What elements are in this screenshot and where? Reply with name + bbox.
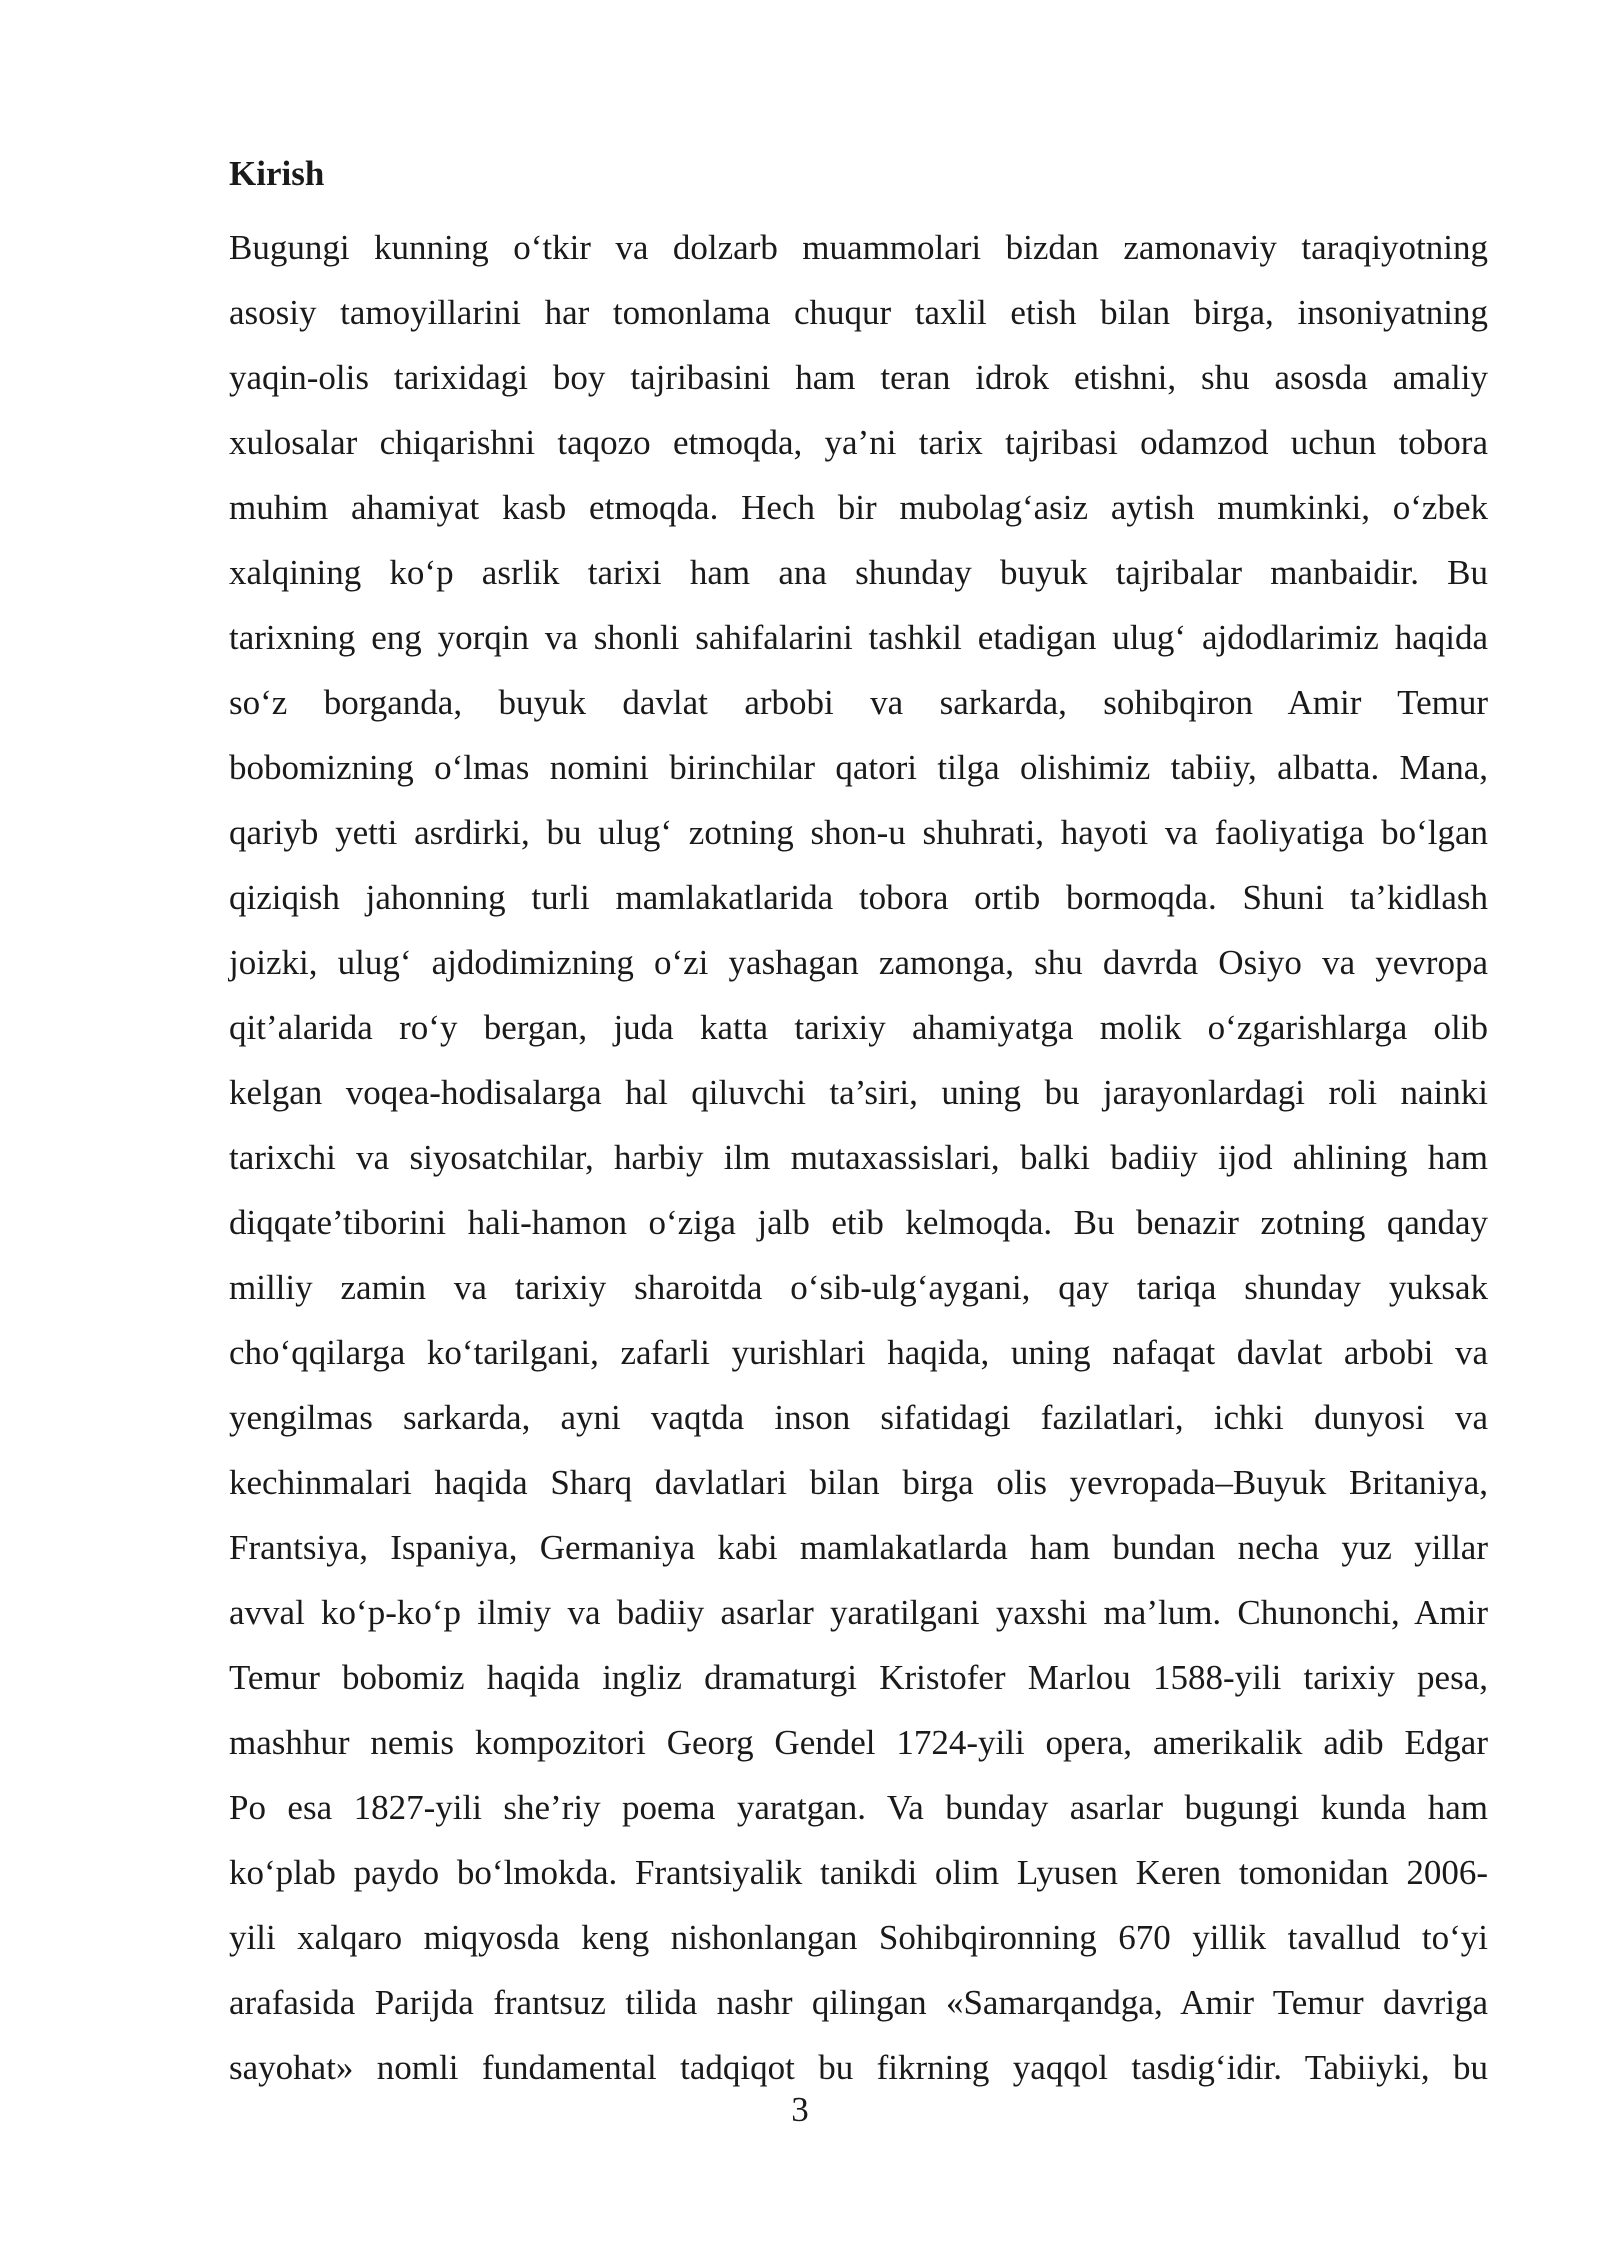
- text-line: muhim ahamiyat kasb etmoqda. Hech bir mubolag‘asiz aytish mumkinki, o‘zbek: [229, 488, 1488, 527]
- text-line: Frantsiya, Ispaniya, Germaniya kabi mamlakatlarda ham bundan necha yuz yillar: [229, 1528, 1488, 1567]
- text-line: qariyb yetti asrdirki, bu ulug‘ zotning shon-u shuhrati, hayoti va faoliyatiga bo‘lgan: [229, 813, 1488, 852]
- text-line: xalqining ko‘p asrlik tarixi ham ana shunday buyuk tajribalar manbaidir. Bu: [229, 553, 1488, 592]
- text-line: Temur bobomiz haqida ingliz dramaturgi Kristofer Marlou 1588-yili tarixiy pesa,: [229, 1658, 1488, 1697]
- text-line: mashhur nemis kompozitori Georg Gendel 1724-yili opera, amerikalik adib Edgar: [229, 1723, 1488, 1762]
- text-line: tarixning eng yorqin va shonli sahifalarini tashkil etadigan ulug‘ ajdodlarimiz haqida: [229, 618, 1488, 657]
- text-line: sayohat» nomli fundamental tadqiqot bu fikrning yaqqol tasdig‘idir. Tabiiyki, bu: [229, 2048, 1488, 2087]
- text-line: qit’alarida ro‘y bergan, juda katta tarixiy ahamiyatga molik o‘zgarishlarga olib: [229, 1008, 1489, 1047]
- text-line: asosiy tamoyillarini har tomonlama chuqur taxlil etish bilan birga, insoniyatning: [229, 293, 1488, 332]
- text-line: kechinmalari haqida Sharq davlatlari bilan birga olis yevropada–Buyuk Britaniya,: [229, 1463, 1488, 1502]
- text-line: milliy zamin va tarixiy sharoitda o‘sib-ulg‘aygani, qay tariqa shunday yuksak: [229, 1268, 1488, 1307]
- text-line: ko‘plab paydo bo‘lmokda. Frantsiyalik tanikdi olim Lyusen Keren tomonidan 2006-: [229, 1853, 1488, 1892]
- text-line: Bugungi kunning o‘tkir va dolzarb muammolari bizdan zamonaviy taraqiyotning: [229, 228, 1488, 267]
- text-line: Po esa 1827-yili she’riy poema yaratgan. Va bunday asarlar bugungi kunda ham: [229, 1788, 1489, 1827]
- text-line: bobomizning o‘lmas nomini birinchilar qatori tilga olishimiz tabiiy, albatta. Mana,: [229, 748, 1488, 787]
- text-line: xulosalar chiqarishni taqozo etmoqda, ya’ni tarix tajribasi odamzod uchun tobora: [229, 423, 1488, 462]
- text-line: avval ko‘p-ko‘p ilmiy va badiiy asarlar yaratilgani yaxshi ma’lum. Chunonchi, Amir: [229, 1593, 1488, 1632]
- text-line: so‘z borganda, buyuk davlat arbobi va sarkarda, sohibqiron Amir Temur: [229, 683, 1488, 722]
- section-heading: Kirish: [229, 154, 325, 193]
- text-line: cho‘qqilarga ko‘tarilgani, zafarli yurishlari haqida, uning nafaqat davlat arbobi va: [229, 1333, 1488, 1372]
- text-line: joizki, ulug‘ ajdodimizning o‘zi yashagan zamonga, shu davrda Osiyo va yevropa: [229, 943, 1488, 982]
- text-line: tarixchi va siyosatchilar, harbiy ilm mutaxassislari, balki badiiy ijod ahlining ham: [229, 1138, 1488, 1177]
- text-line: yaqin-olis tarixidagi boy tajribasini ham teran idrok etishni, shu asosda amaliy: [229, 358, 1488, 397]
- text-line: qiziqish jahonning turli mamlakatlarida tobora ortib bormoqda. Shuni ta’kidlash: [229, 878, 1488, 917]
- text-line: arafasida Parijda frantsuz tilida nashr qilingan «Samarqandga, Amir Temur davriga: [229, 1983, 1488, 2022]
- text-line: yengilmas sarkarda, ayni vaqtda inson sifatidagi fazilatlari, ichki dunyosi va: [229, 1398, 1488, 1437]
- text-line: yili xalqaro miqyosda keng nishonlangan Sohibqironning 670 yillik tavallud to‘yi: [229, 1918, 1488, 1957]
- body-paragraph: [229, 215, 1488, 2100]
- page-number: 3: [791, 2090, 809, 2129]
- text-line: kelgan voqea-hodisalarga hal qiluvchi ta’siri, uning bu jarayonlardagi roli nainki: [229, 1073, 1488, 1112]
- text-line: diqqate’tiborini hali-hamon o‘ziga jalb etib kelmoqda. Bu benazir zotning qanday: [229, 1203, 1488, 1242]
